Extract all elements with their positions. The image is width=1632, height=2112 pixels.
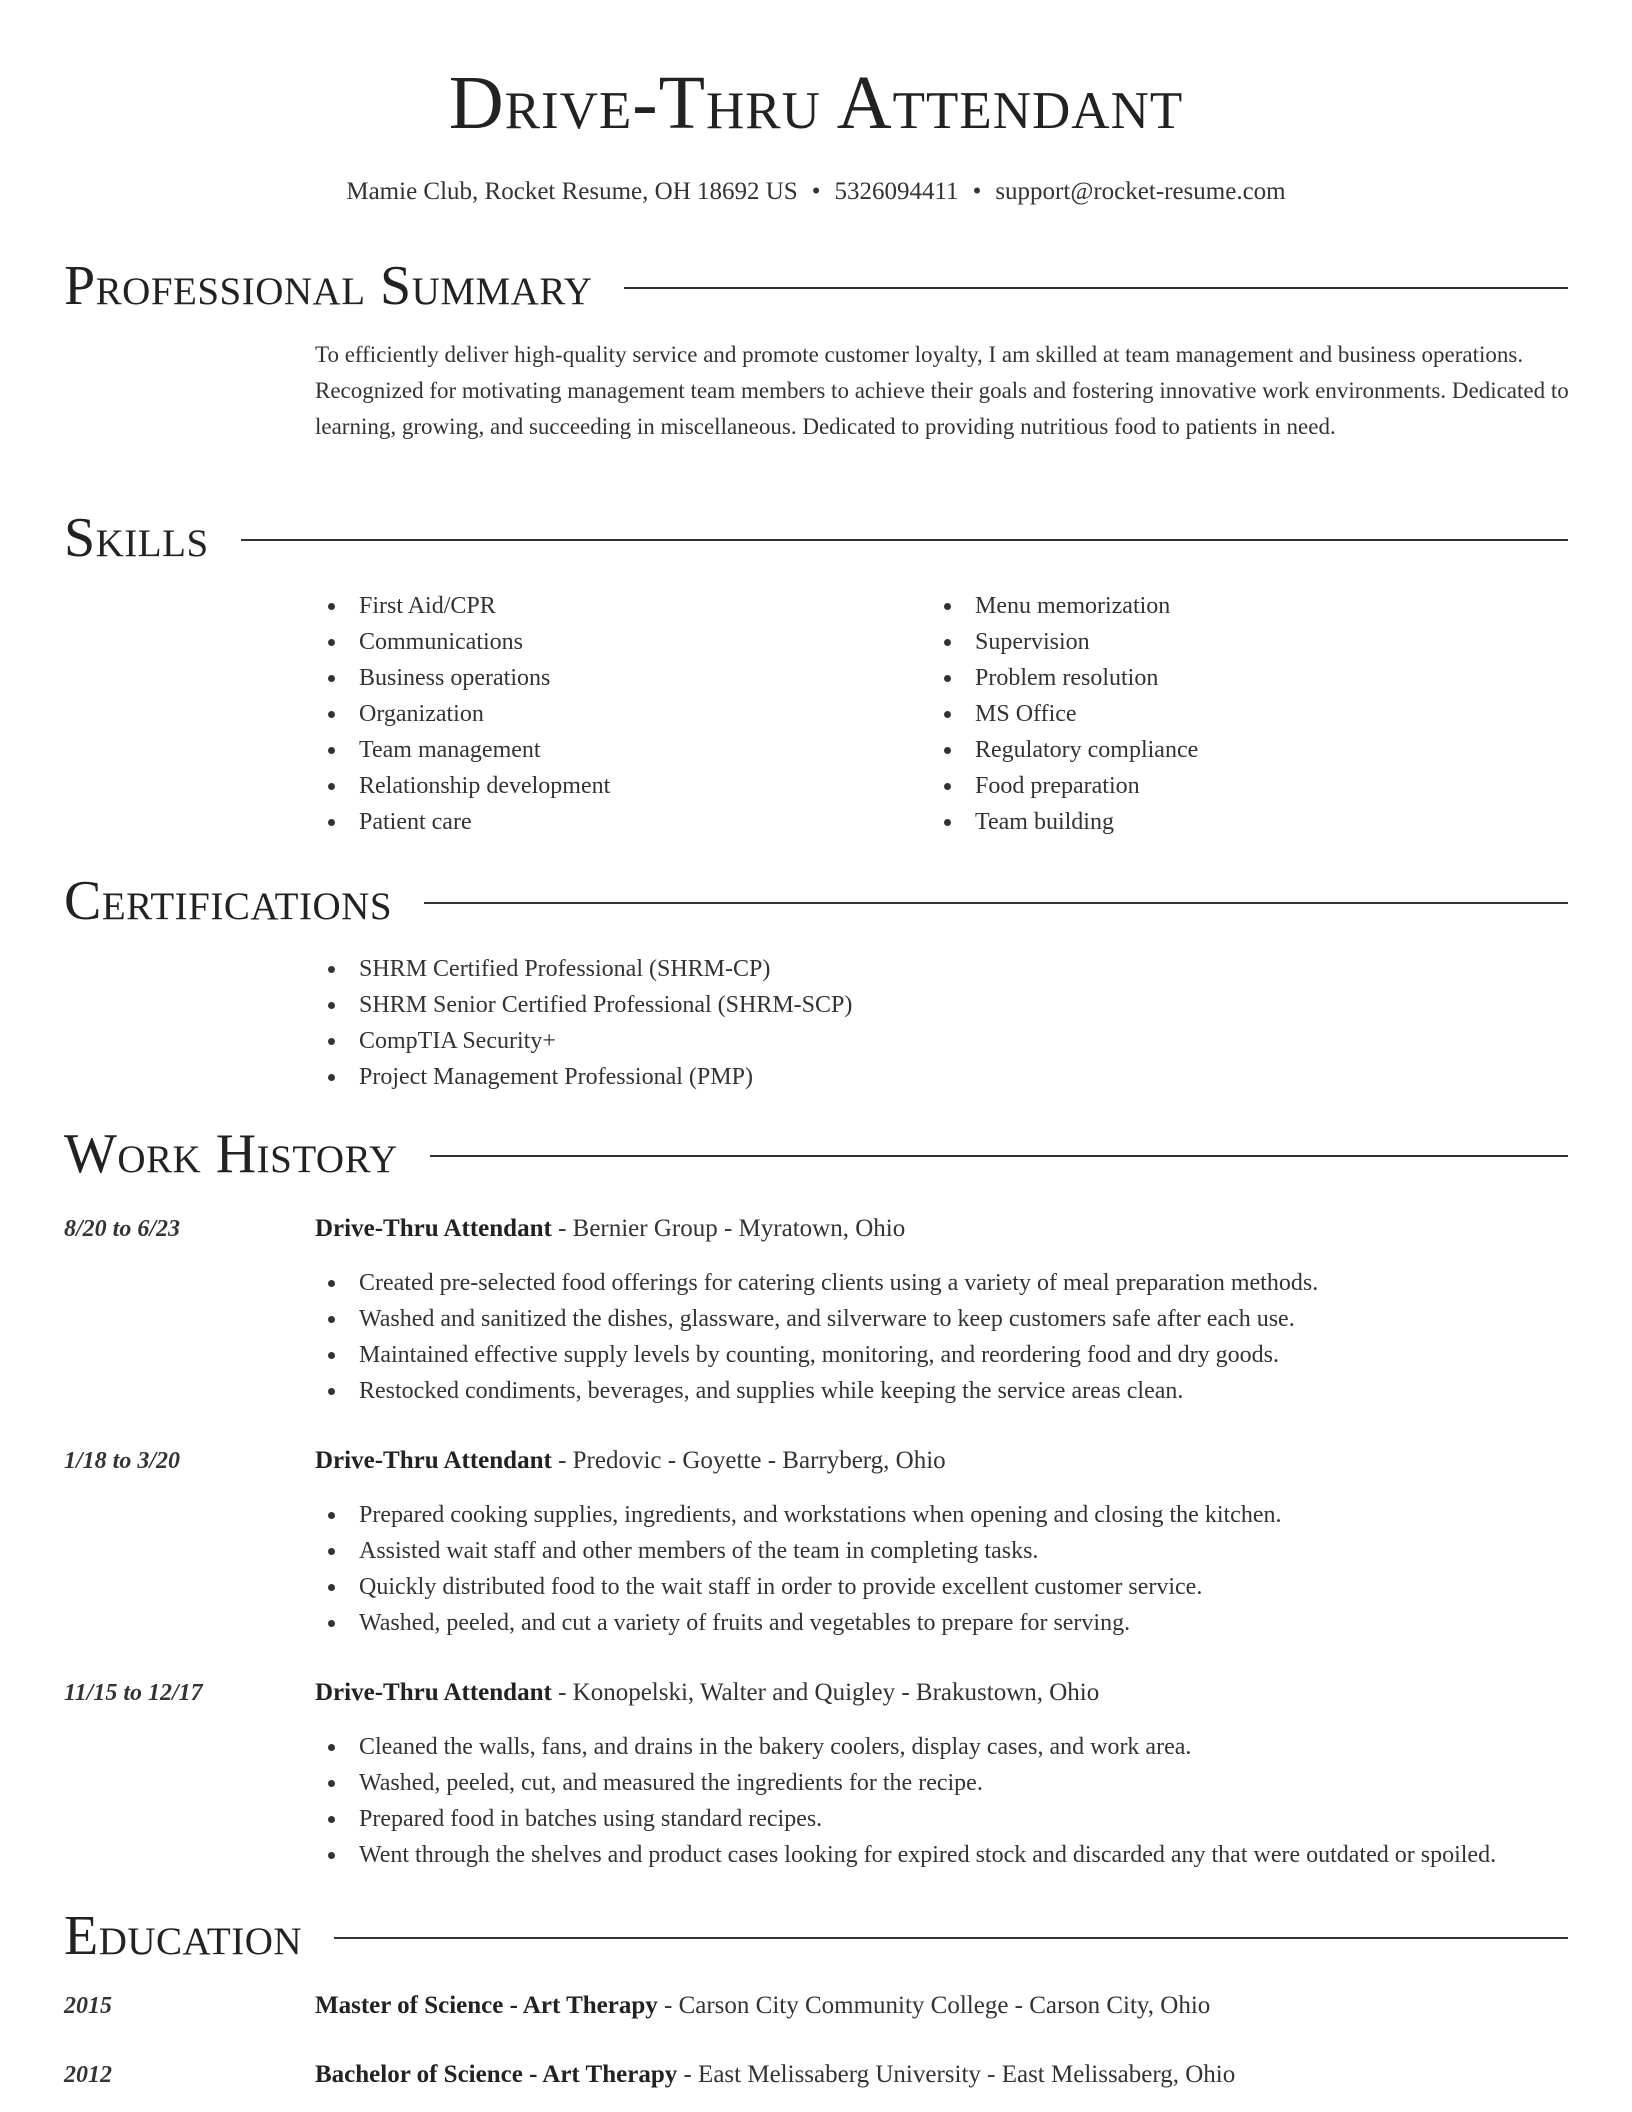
skill-item: Team management — [315, 732, 610, 768]
section-divider — [624, 287, 1568, 289]
job-duty-item: Restocked condiments, beverages, and supplies while keeping the service areas clean. — [315, 1373, 1318, 1409]
skill-item: Team building — [931, 804, 1198, 840]
contact-separator: • — [972, 178, 982, 205]
summary-text: To efficiently deliver high-quality service and promote customer loyalty, I am skilled at team management and business operations. Recognized for motivating management team members to achieve their goals and fostering innovative work environments. Dedicated to learning, growing, and succeeding in miscellaneous. Dedicated to providing nutritious food to patients in need. — [315, 342, 1569, 439]
certification-item: SHRM Certified Professional (SHRM-CP) — [315, 951, 852, 987]
contact-address: Mamie Club, Rocket Resume, OH 18692 US — [346, 178, 798, 205]
job-title: Drive-Thru Attendant — [315, 1215, 552, 1242]
section-divider — [424, 902, 1568, 904]
work-section-header — [64, 1122, 1568, 1186]
job-title: Drive-Thru Attendant — [315, 1679, 552, 1706]
skill-item: Communications — [315, 624, 610, 660]
skill-item: Business operations — [315, 660, 610, 696]
job-duty-item: Prepared food in batches using standard recipes. — [315, 1801, 1496, 1837]
job-dates: 8/20 to 6/23 — [64, 1216, 181, 1242]
education-year: 2015 — [64, 1993, 112, 2019]
skill-item: Food preparation — [931, 768, 1198, 804]
job-dates: 1/18 to 3/20 — [64, 1448, 181, 1474]
certifications-section-title: Certifications — [64, 870, 393, 932]
summary-section-title: Professional Summary — [64, 255, 593, 317]
job-duty-item: Created pre-selected food offerings for catering clients using a variety of meal preparation methods. — [315, 1265, 1318, 1301]
job-duty-item: Assisted wait staff and other members of the team in completing tasks. — [315, 1533, 1281, 1569]
education-degree: Master of Science - Art Therapy — [315, 1992, 658, 2019]
job-duty-item: Prepared cooking supplies, ingredients, and workstations when opening and closing the kitchen. — [315, 1497, 1281, 1533]
contact-email: support@rocket-resume.com — [995, 178, 1286, 205]
work-section-title: Work History — [64, 1123, 398, 1185]
education-school-location: - Carson City Community College - Carson City, Ohio — [657, 1992, 1211, 2019]
skills-section-title: Skills — [64, 507, 209, 569]
section-divider — [430, 1155, 1568, 1157]
skill-item: First Aid/CPR — [315, 588, 610, 624]
job-heading — [315, 1443, 946, 1479]
job-duties — [315, 1265, 1318, 1409]
education-school-location: - East Melissaberg University - East Melissaberg, Ohio — [677, 2061, 1236, 2088]
skills-left-column — [315, 588, 610, 840]
job-title: Drive-Thru Attendant — [315, 1447, 552, 1474]
job-duty-item: Washed, peeled, and cut a variety of fruits and vegetables to prepare for serving. — [315, 1605, 1281, 1641]
job-duty-item: Cleaned the walls, fans, and drains in the bakery coolers, display cases, and work area. — [315, 1729, 1496, 1765]
skill-item: Supervision — [931, 624, 1198, 660]
section-divider — [241, 539, 1568, 541]
job-heading — [315, 1675, 1099, 1711]
job-heading — [315, 1211, 905, 1247]
contact-phone: 5326094411 — [834, 178, 959, 205]
section-divider — [334, 1937, 1568, 1939]
education-section-title: Education — [64, 1905, 303, 1967]
job-duty-item: Went through the shelves and product cases looking for expired stock and discarded any that were outdated or spoiled. — [315, 1837, 1496, 1873]
certifications-section-header — [64, 869, 1568, 933]
education-entry — [315, 1988, 1210, 2024]
education-year: 2012 — [64, 2062, 112, 2088]
job-employer-location: - Bernier Group - Myratown, Ohio — [551, 1215, 906, 1242]
certification-item: CompTIA Security+ — [315, 1023, 852, 1059]
job-duties — [315, 1497, 1281, 1641]
job-duty-item: Quickly distributed food to the wait staff in order to provide excellent customer service. — [315, 1569, 1281, 1605]
education-entry — [315, 2057, 1235, 2093]
candidate-name: Drive-Thru Attendant — [448, 61, 1184, 145]
summary-section-header — [64, 254, 1568, 318]
skill-item: Regulatory compliance — [931, 732, 1198, 768]
contact-line — [0, 175, 1632, 209]
education-section-header — [64, 1904, 1568, 1968]
skills-section-header — [64, 506, 1568, 570]
job-duty-item: Maintained effective supply levels by counting, monitoring, and reordering food and dry goods. — [315, 1337, 1318, 1373]
certification-item: SHRM Senior Certified Professional (SHRM-SCP) — [315, 987, 852, 1023]
certifications-list — [315, 951, 852, 1095]
skill-item: Relationship development — [315, 768, 610, 804]
education-degree: Bachelor of Science - Art Therapy — [315, 2061, 678, 2088]
job-dates: 11/15 to 12/17 — [64, 1680, 203, 1706]
skill-item: Patient care — [315, 804, 610, 840]
job-employer-location: - Konopelski, Walter and Quigley - Brakustown, Ohio — [551, 1679, 1100, 1706]
skill-item: Problem resolution — [931, 660, 1198, 696]
certification-item: Project Management Professional (PMP) — [315, 1059, 852, 1095]
skill-item: MS Office — [931, 696, 1198, 732]
contact-separator: • — [811, 178, 821, 205]
job-duty-item: Washed and sanitized the dishes, glassware, and silverware to keep customers safe after each use. — [315, 1301, 1318, 1337]
skill-item: Organization — [315, 696, 610, 732]
job-duty-item: Washed, peeled, cut, and measured the ingredients for the recipe. — [315, 1765, 1496, 1801]
skill-item: Menu memorization — [931, 588, 1198, 624]
job-duties — [315, 1729, 1496, 1873]
job-employer-location: - Predovic - Goyette - Barryberg, Ohio — [551, 1447, 946, 1474]
skills-right-column — [931, 588, 1198, 840]
